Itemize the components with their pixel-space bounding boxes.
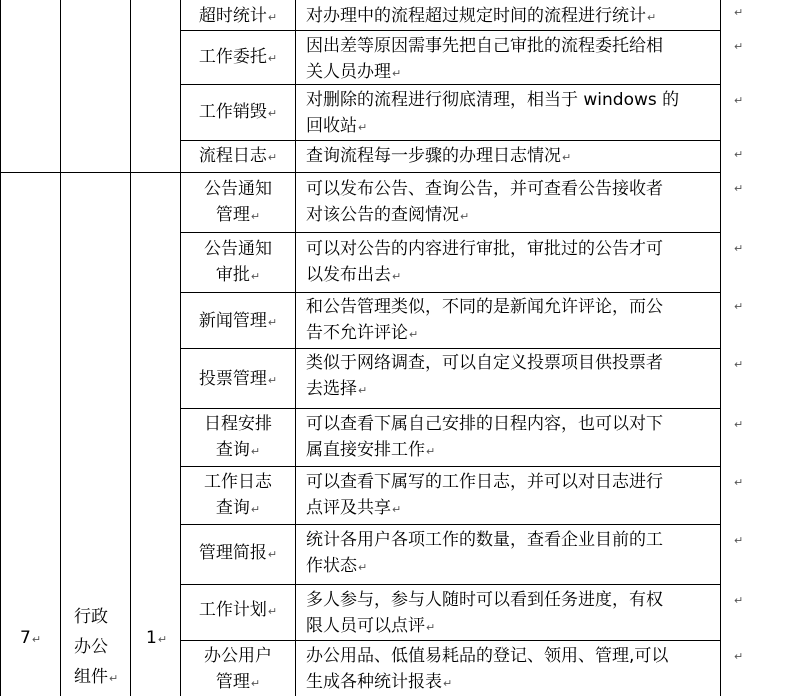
description-cell: 因出差等原因需事先把自己审批的流程委托给相 关人员办理↵ [306, 36, 663, 82]
description-cell: 对删除的流程进行彻底清理，相当于 windows 的 回收站↵ [306, 90, 680, 136]
row-end-mark: ↵ [734, 40, 744, 53]
function-cell: 办公用户 管理↵ [204, 646, 272, 692]
function-cell: 超时统计↵ [198, 6, 278, 26]
grid-line [180, 348, 721, 349]
group-number: 7↵ [20, 628, 42, 648]
row-end-mark: ↵ [734, 650, 744, 663]
description-cell: 办公用品、低值易耗品的登记、领用、管理,可以 生成各种统计报表↵ [306, 646, 669, 692]
row-end-mark: ↵ [734, 534, 744, 547]
description-cell: 可以对公告的内容进行审批，审批过的公告才可 以发布出去↵ [306, 239, 663, 285]
row-end-mark: ↵ [734, 94, 744, 107]
function-cell: 管理简报↵ [198, 543, 278, 563]
function-cell: 工作销毁↵ [198, 102, 278, 122]
row-end-mark: ↵ [734, 182, 744, 195]
function-cell: 工作计划↵ [198, 600, 278, 620]
description-cell: 统计各用户各项工作的数量，查看企业目前的工 作状态↵ [306, 530, 663, 576]
description-cell: 多人参与，参与人随时可以看到任务进度，有权 限人员可以点评↵ [306, 590, 663, 636]
grid-line [130, 0, 131, 696]
function-cell: 公告通知 管理↵ [204, 179, 272, 225]
grid-line [60, 0, 61, 696]
grid-line [0, 172, 721, 173]
function-cell: 新闻管理↵ [198, 311, 278, 331]
description-cell: 可以查看下属自己安排的日程内容，也可以对下 属直接安排工作↵ [306, 414, 663, 460]
description-cell: 可以查看下属写的工作日志，并可以对日志进行 点评及共享↵ [306, 472, 663, 518]
grid-line [180, 584, 721, 585]
grid-line [180, 524, 721, 525]
description-cell: 和公告管理类似，不同的是新闻允许评论，而公 告不允许评论↵ [306, 297, 663, 343]
function-cell: 公告通知 审批↵ [204, 239, 272, 285]
group-count: 1↵ [146, 628, 168, 648]
function-cell: 工作委托↵ [198, 47, 278, 67]
function-cell: 投票管理↵ [198, 369, 278, 389]
function-cell: 工作日志 查询↵ [204, 472, 272, 518]
description-cell: 对办理中的流程超过规定时间的流程进行统计↵ [306, 6, 657, 26]
description-cell: 可以发布公告、查询公告，并可查看公告接收者 对该公告的查阅情况↵ [306, 179, 663, 225]
row-end-mark: ↵ [734, 418, 744, 431]
row-end-mark: ↵ [734, 300, 744, 313]
group-name: 行政 办公 组件↵ [74, 607, 119, 687]
function-cell: 流程日志↵ [198, 146, 278, 166]
row-end-mark: ↵ [734, 148, 744, 161]
description-cell: 查询流程每一步骤的办理日志情况↵ [306, 146, 572, 166]
grid-line [180, 408, 721, 409]
row-end-mark: ↵ [734, 476, 744, 489]
row-end-mark: ↵ [734, 6, 744, 19]
function-cell: 日程安排 查询↵ [204, 414, 272, 460]
grid-line [180, 466, 721, 467]
grid-line [0, 0, 1, 696]
row-end-mark: ↵ [734, 594, 744, 607]
description-cell: 类似于网络调查，可以自定义投票项目供投票者 去选择↵ [306, 353, 663, 399]
grid-line [180, 292, 721, 293]
grid-line [180, 232, 721, 233]
row-end-mark: ↵ [734, 358, 744, 371]
row-end-mark: ↵ [734, 242, 744, 255]
